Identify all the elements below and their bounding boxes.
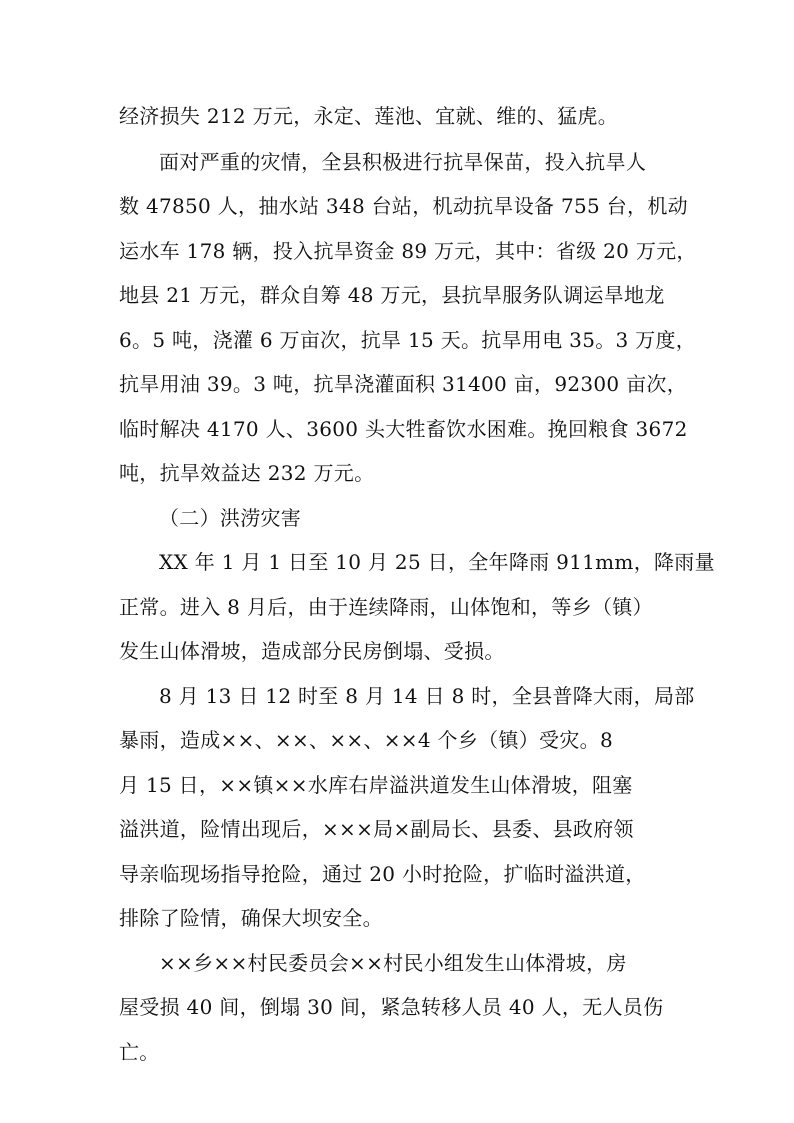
body-text-line: 6。5 吨，浇灌 6 万亩次，抗旱 15 天。抗旱用电 35。3 万度， (119, 328, 697, 352)
body-text-line: 8 月 13 日 12 时至 8 月 14 日 8 时，全县普降大雨，局部 (159, 684, 695, 708)
body-text-line: 数 47850 人，抽水站 348 台站，机动抗旱设备 755 台，机动 (119, 194, 688, 218)
body-text-line: 临时解决 4170 人、3600 头大牲畜饮水困难。挽回粮食 3672 (119, 417, 688, 441)
body-text-line: 暴雨，造成××、××、××、××4 个乡（镇）受灾。8 (119, 728, 613, 752)
body-text-line: 经济损失 212 万元，永定、莲池、宜就、维的、猛虎。 (119, 104, 618, 128)
body-text-line: 月 15 日，××镇××水库右岸溢洪道发生山体滑坡，阻塞 (119, 773, 633, 797)
body-text-line: 导亲临现场指导抢险，通过 20 小时抢险，扩临时溢洪道， (119, 862, 646, 886)
body-text-line: 抗旱用油 39。3 吨，抗旱浇灌面积 31400 亩，92300 亩次， (119, 372, 688, 396)
body-text-line: 面对严重的灾情，全县积极进行抗旱保苗，投入抗旱人 (159, 150, 647, 174)
body-text-line: 溢洪道，险情出现后，×××局×副局长、县委、县政府领 (119, 817, 634, 841)
body-text-line: ××乡××村民委员会××村民小组发生山体滑坡，房 (159, 951, 627, 975)
body-text-line: 排除了险情，确保大坝安全。 (119, 906, 383, 930)
body-text-line: XX 年 1 月 1 日至 10 月 25 日，全年降雨 911mm，降雨量 (159, 550, 715, 574)
body-text-line: 运水车 178 辆，投入抗旱资金 89 万元，其中：省级 20 万元， (119, 239, 697, 263)
body-text-line: 亡。 (119, 1040, 160, 1064)
body-text-line: 正常。进入 8 月后，由于连续降雨，山体饱和，等乡（镇） (119, 595, 653, 619)
body-text-line: 发生山体滑坡，造成部分民房倒塌、受损。 (119, 639, 505, 663)
body-text-line: 吨，抗旱效益达 232 万元。 (119, 461, 375, 485)
body-text-line: 屋受损 40 间，倒塌 30 间，紧急转移人员 40 人，无人员伤 (119, 995, 664, 1019)
section-heading: （二）洪涝灾害 (159, 506, 302, 530)
body-text-line: 地县 21 万元，群众自筹 48 万元，县抗旱服务队调运旱地龙 (119, 283, 665, 307)
